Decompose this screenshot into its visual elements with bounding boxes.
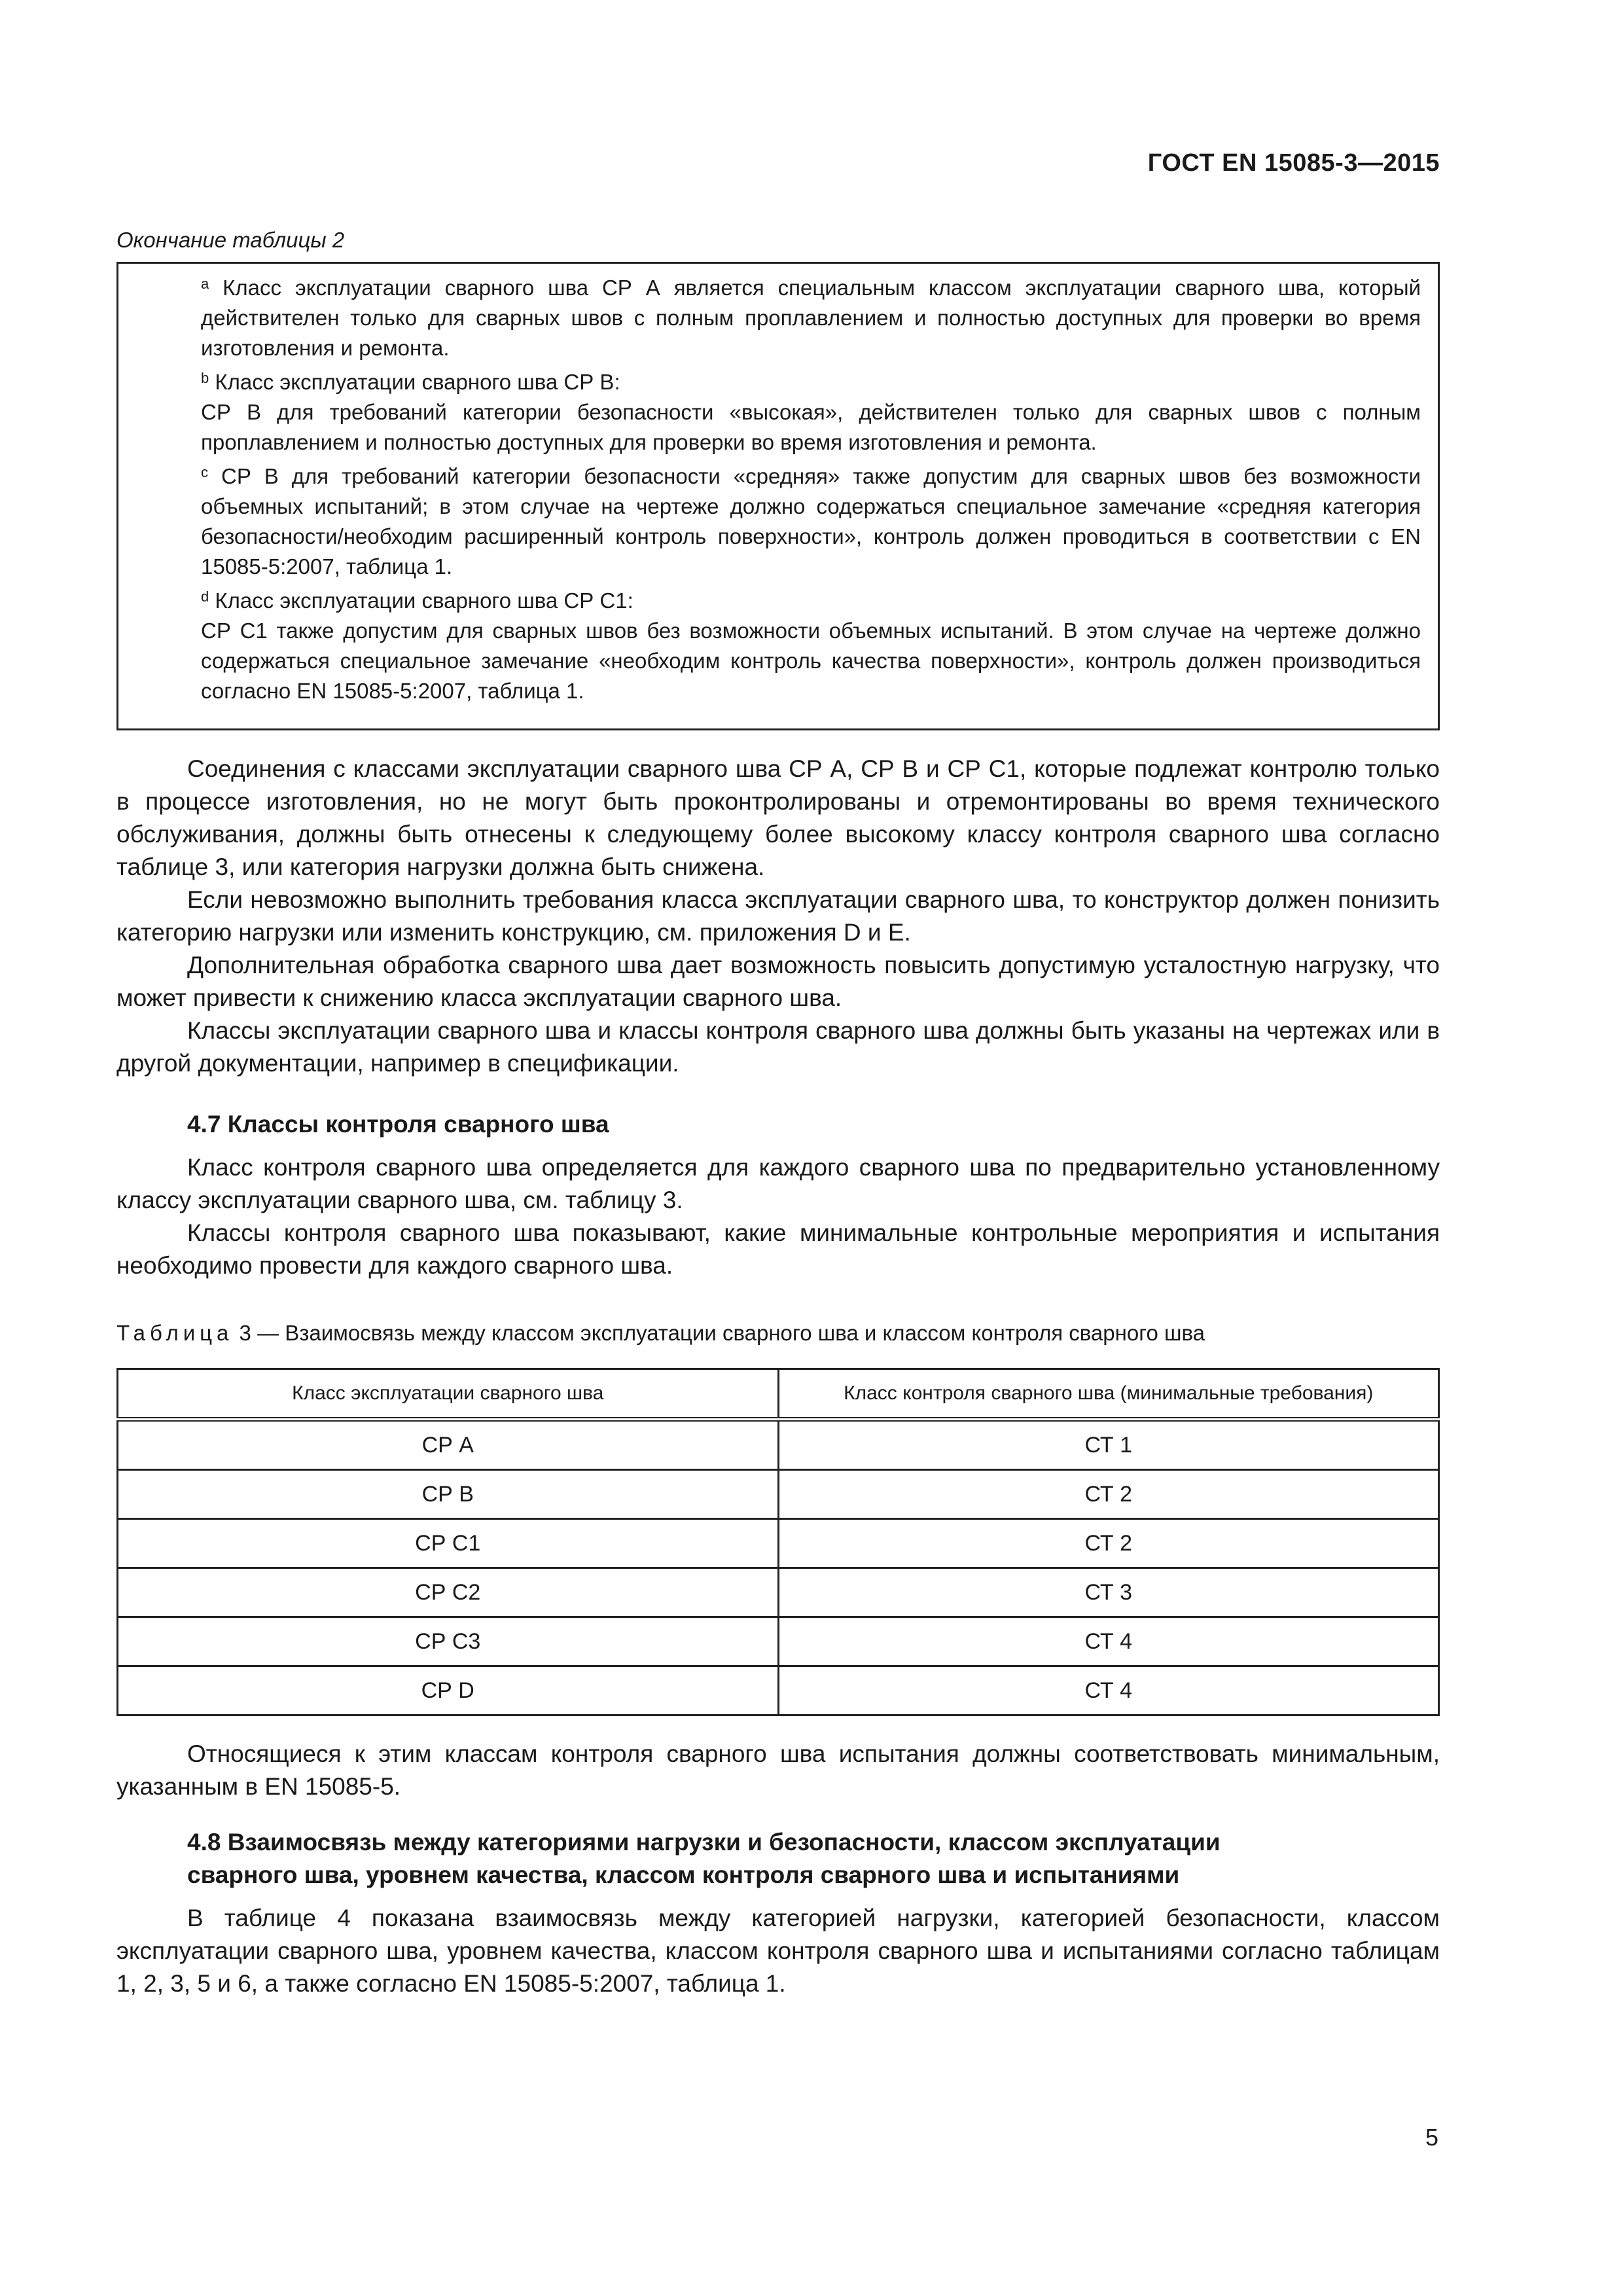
paragraph: В таблице 4 показана взаимосвязь между категорией нагрузки, категорией безопасности, классом эксплуатации сварного шва, уровнем качества, классом контроля сварного шва и испытаниями согласно таблицам 1, 2, 3, 5 и 6, а также согласно EN 15085-5:2007, таблица 1. — [116, 1905, 1440, 1997]
table3 — [116, 1368, 1440, 1716]
note-text: СР В для требований категории безопасности «высокая», действителен только для сварных швов с полным проплавлением и полностью доступных для проверки во время изготовления и ремонта. — [201, 400, 1421, 454]
table-cell: СТ 4 — [778, 1617, 1439, 1666]
paragraph: Соединения с классами эксплуатации сварного шва СР А, СР В и СР С1, которые подлежат контролю только в процессе изготовления, но не могут быть проконтролированы и отремонтированы во время технического обслуживания, должны быть отнесены к следующему более высокому классу контроля сварного шва согласно таблице 3, или категория нагрузки должна быть снижена. — [116, 755, 1440, 880]
paragraph: Классы эксплуатации сварного шва и классы контроля сварного шва должны быть указаны на чертежах или в другой документации, например в спецификации. — [116, 1017, 1440, 1077]
document-code: ГОСТ EN 15085-3—2015 — [1147, 149, 1440, 177]
table-title: 3 — Взаимосвязь между классом эксплуатации сварного шва и классом контроля сварного шва — [233, 1321, 1205, 1345]
table-cell: СТ 2 — [778, 1519, 1439, 1568]
note-a — [135, 273, 1421, 363]
table-cell: СР В — [118, 1470, 779, 1519]
paragraph: Класс контроля сварного шва определяется для каждого сварного шва по предварительно установленному классу эксплуатации сварного шва, см. таблицу 3. — [116, 1154, 1440, 1213]
note-text: Класс эксплуатации сварного шва СР В: — [215, 370, 620, 394]
table-cell: СТ 2 — [778, 1470, 1439, 1519]
paragraph: Если невозможно выполнить требования класса эксплуатации сварного шва, то конструктор должен понизить категорию нагрузки или изменить конструкцию, см. приложения D и E. — [116, 886, 1440, 946]
paragraph: Классы контроля сварного шва показывают, какие минимальные контрольные мероприятия и испытания необходимо провести для каждого сварного шва. — [116, 1219, 1440, 1279]
paragraph: Относящиеся к этим классам контроля сварного шва испытания должны соответствовать минимальным, указанным в EN 15085-5. — [116, 1740, 1440, 1800]
note-text: СР В для требований категории безопасности «средняя» также допустим для сварных швов без возможности объемных испытаний; в этом случае на чертеже должно содержаться специальное замечание «средняя категория безопасности/необходим расширенный контроль поверхности», контроль должен проводиться в соответствии с EN 15085-5:2007, таблица 1. — [201, 464, 1421, 579]
note-mark: a — [201, 276, 209, 292]
table-cell: СР С1 — [118, 1519, 779, 1568]
note-mark: d — [201, 588, 209, 605]
section-heading-line2: сварного шва, уровнем качества, классом контроля сварного шва и испытаниями — [187, 1861, 1180, 1888]
intro-paragraphs — [116, 753, 1440, 1080]
note-text: СР С1 также допустим для сварных швов без возможности объемных испытаний. В этом случае на чертеже должно содержаться специальное замечание «необходим контроль качества поверхности», контроль должен производиться согласно EN 15085-5:2007, таблица 1. — [201, 619, 1421, 703]
note-b — [135, 367, 1421, 457]
page-number: 5 — [1425, 2124, 1438, 2151]
paragraph: Дополнительная обработка сварного шва дает возможность повысить допустимую усталостную нагрузку, что может привести к снижению класса эксплуатации сварного шва. — [116, 952, 1440, 1011]
column-header: Класс эксплуатации сварного шва — [118, 1369, 779, 1420]
table-continuation-caption: Окончание таблицы 2 — [116, 228, 345, 252]
table-row — [118, 1666, 1439, 1715]
note-mark: b — [201, 370, 209, 386]
table-row — [118, 1519, 1439, 1568]
column-header: Класс контроля сварного шва (минимальные требования) — [778, 1369, 1439, 1420]
table-cell: СР С2 — [118, 1568, 779, 1617]
table-header-row — [118, 1369, 1439, 1420]
note-text: Класс эксплуатации сварного шва СР С1: — [215, 588, 633, 613]
note-d — [135, 586, 1421, 706]
section-heading: 4.8 Взаимосвязь между категориями нагрузки и безопасности, классом эксплуатации — [187, 1829, 1221, 1856]
after-table3 — [116, 1738, 1440, 1803]
table-row — [118, 1568, 1439, 1617]
table-label: Таблица — [116, 1321, 234, 1345]
note-text: Класс эксплуатации сварного шва СР А является специальным классом эксплуатации сварного шва, который действителен только для сварных швов с полным проплавлением и полностью доступных для проверки во время изготовления и ремонта. — [201, 276, 1421, 360]
table-row — [118, 1470, 1439, 1519]
section-heading: 4.7 Классы контроля сварного шва — [187, 1111, 609, 1138]
table-row — [118, 1617, 1439, 1666]
note-mark: c — [201, 464, 208, 480]
table-cell: СТ 1 — [778, 1420, 1439, 1470]
table3-caption — [116, 1321, 1205, 1346]
section-4-7 — [116, 1108, 1440, 1282]
table-cell: СТ 4 — [778, 1666, 1439, 1715]
table-cell: СР А — [118, 1420, 779, 1470]
note-c — [135, 461, 1421, 582]
table-cell: СТ 3 — [778, 1568, 1439, 1617]
section-4-8 — [116, 1826, 1440, 2000]
table-cell: СР D — [118, 1666, 779, 1715]
table-cell: СР С3 — [118, 1617, 779, 1666]
table2-notes-box — [116, 262, 1440, 730]
table-row — [118, 1420, 1439, 1470]
